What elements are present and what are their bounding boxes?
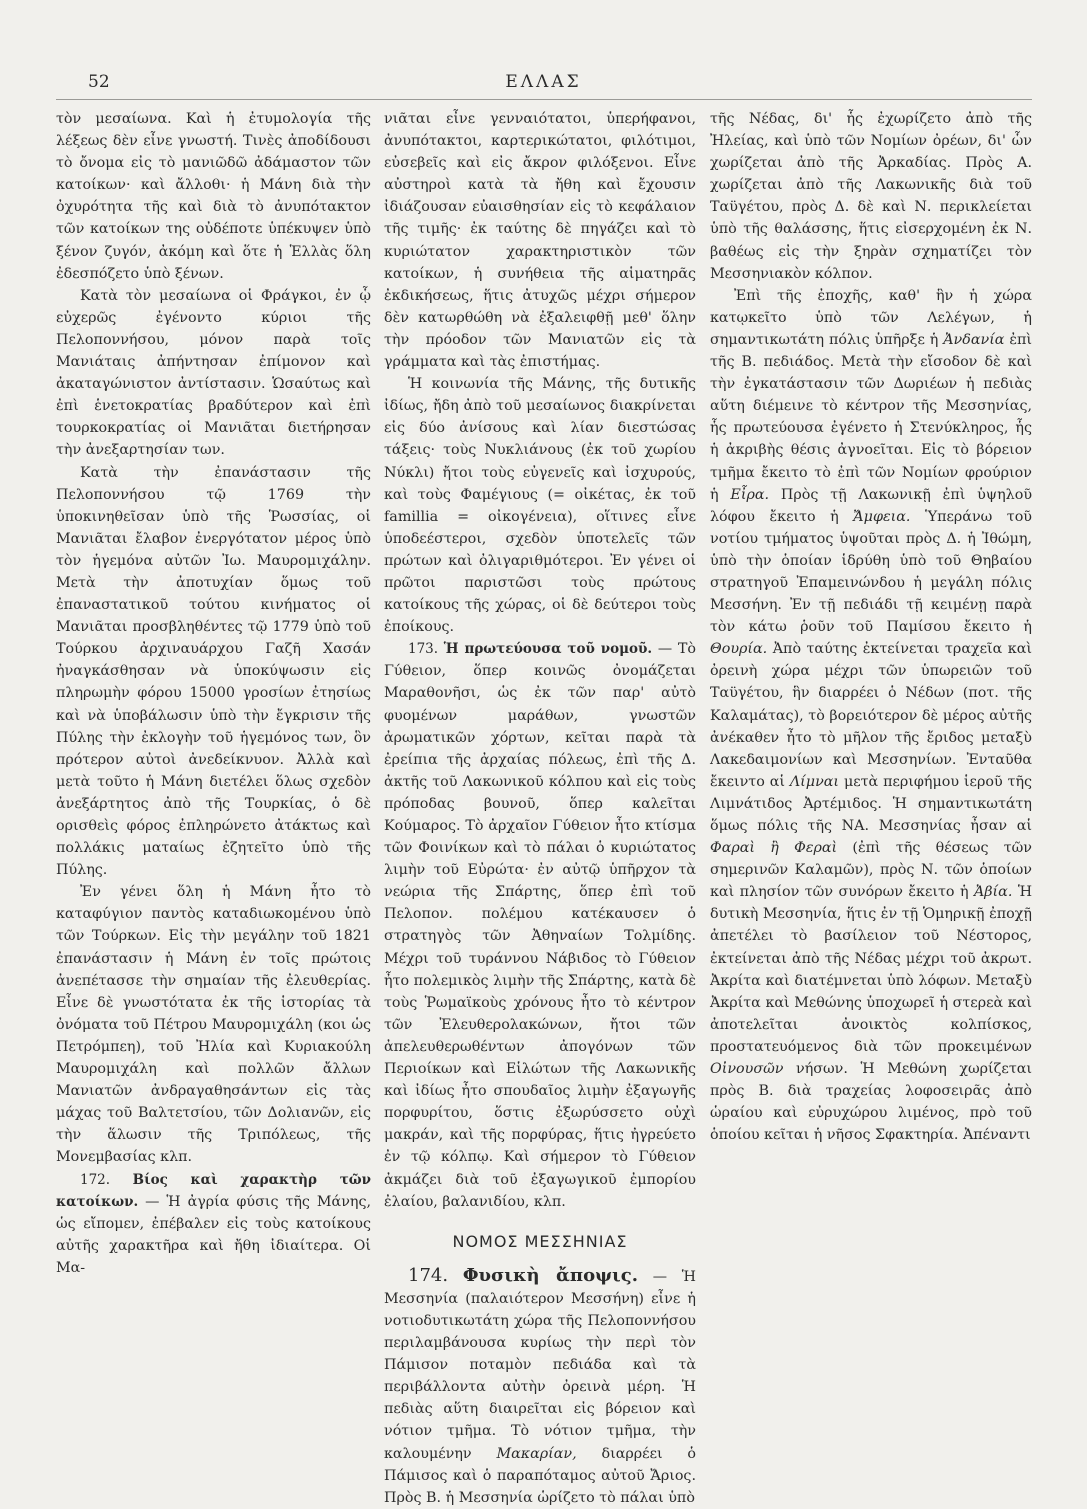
paragraph: νιᾶται εἶνε γενναιότατοι, ὑπερήφανοι, ἀνυπότακτοι, καρτερικώτατοι, φιλότιμοι, εὐσεβεῖς καὶ εἰς ἄκρον φιλόξενοι. Εἶνε αὐστηροὶ κατὰ τὰ ἤθη καὶ ἔχουσιν ἰδιάζουσαν εὐαισθησίαν εἰς τὸ κεφάλαιον τῆς τιμῆς· ἐκ ταύτης δὲ πηγάζει καὶ τὸ κυριώτατον χαρακτηριστικὸν τῶν κατοίκων, ἡ συνήθεια τῆς αἱματηρᾶς ἐκδικήσεως, ἥτις ἀτυχῶς μέχρι σήμερον δὲν κατωρθώθη νὰ ἐξαλειφθῇ μεθ' ὅλην τὴν πρόοδον τῶν Μανιατῶν εἰς τὰ γράμματα καὶ τὰς ἐπιστήμας. bbox=[384, 111, 696, 371]
section-number: 173. bbox=[408, 641, 439, 658]
column-right bbox=[710, 108, 1032, 1480]
place-name: Ἀβία. bbox=[973, 884, 1013, 901]
paragraph: τῆς Νέδας, δι' ἧς ἐχωρίζετο ἀπὸ τῆς Ἠλείας, καὶ ὑπὸ τῶν Νομίων ὀρέων, δι' ὧν χωρίζεται ἀπὸ τῆς Ἀρκαδίας. Πρὸς Α. χωρίζεται ἀπὸ τῆς Λακωνικῆς διὰ τοῦ Ταϋγέτου, πρὸς Δ. δὲ καὶ Ν. περικλείεται ὑπὸ τῆς θαλάσσης, ἥτις εἰσερχομένη ἐκ Ν. βαθέως εἰς τὴν ξηρὰν σχηματίζει τὸν Μεσσηνιακὸν κόλπον. bbox=[710, 111, 1032, 282]
section-174 bbox=[384, 1265, 696, 1509]
section-heading: Ἡ πρωτεύουσα τοῦ νομοῦ. bbox=[443, 641, 653, 658]
paragraph bbox=[710, 285, 1032, 1147]
text: Ἀπὸ ταύτης ἐκτείνεται τραχεῖα καὶ ὀρεινὴ χώρα μέχρι τῶν ὑπωρειῶν τοῦ Ταϋγέτου, ἣν διαρρέει ὁ Νέδων (ποτ. τῆς Καλαμάτας), τὸ βορειότερον δὲ μέρος αὐτῆς ἀνέκαθεν ἦτο τὸ μῆλον τῆς ἔριδος μεταξὺ Λακεδαιμονίων καὶ Μεσσηνίων. Ἐνταῦθα ἔκειντο αἱ bbox=[710, 641, 1032, 790]
column-left bbox=[56, 108, 371, 1480]
text: μετὰ περιφήμου ἱεροῦ τῆς Λιμνάτιδος Ἀρτέμιδος. Ἡ σημαντικωτάτη ὅμως πόλις τῆς ΝΑ. Μεσσηνίας ἦσαν αἱ bbox=[710, 773, 1033, 834]
section-172 bbox=[56, 1169, 371, 1279]
paragraph: Ἐν γένει ὅλη ἡ Μάνη ἦτο τὸ καταφύγιον παντὸς καταδιωκομένου ὑπὸ τῶν Τούρκων. Εἰς τὴν μεγάλην τοῦ 1821 ἐπανάστασιν ἡ Μάνη ἐν τοῖς πρώτοις ἀνεπέτασσε τὴν σημαίαν τῆς ἐλευθερίας. Εἶνε δὲ γνωστότατα ἐκ τῆς ἱστορίας τὰ ὀνόματα τοῦ Πέτρου Μαυρομιχάλη (κοι ὡς Πετρόμπεη), τοῦ Ἠλία καὶ Κυριακούλη Μαυρομιχάλη καὶ πολλῶν ἄλλων Μανιατῶν ἀνδραγαθησάντων εἰς τὰς μάχας τοῦ Βαλτετσίου, τῶν Δολιανῶν, εἰς τὴν ἅλωσιν τῆς Τριπόλεως, τῆς Μονεμβασίας κλπ. bbox=[56, 884, 371, 1166]
place-name: Ἄμφεια. bbox=[853, 508, 911, 525]
section-heading: Φυσικὴ ἄποψις. bbox=[462, 1264, 638, 1286]
place-name: Θουρία. bbox=[710, 641, 768, 658]
running-title: ΕΛΛΑΣ bbox=[505, 72, 582, 92]
text: ἐπὶ τῆς Β. πεδιάδος. Μετὰ τὴν εἴσοδον δὲ καὶ τὴν ἐγκατάστασιν τῶν Δωριέων ἡ πεδιὰς αὕτη διέμεινε τὸ κέντρον τῆς Μεσσηνίας, ἧς πρωτεύουσα ἐγένετο ἡ Στενύκληρος, ἧς ἡ ἀκριβὴς θέσις ἀγνοεῖται. Εἰς τὸ βόρειον τμῆμα ἔκειτο τὸ ἐπὶ τῶν Νομίων φρούριον ἡ bbox=[710, 331, 1033, 503]
text: Πρὸς τῇ Λακωνικῇ ἐπὶ ὑψηλοῦ λόφου ἔκειτο ἡ bbox=[710, 486, 1033, 525]
paragraph: τὸν μεσαίωνα. Καὶ ἡ ἐτυμολογία τῆς λέξεως δὲν εἶνε γνωστή. Τινὲς ἀποδίδουσι τὸ ὄνομα εἰς τὸ μανιῶδῶ ἀδάμαστον τῶν κατοίκων· καὶ ἄλλοθι· ἡ Μάνη διὰ τὴν ὀχυρότητα τῆς καὶ διὰ τὸ ἀνυπότακτον τῶν κατοίκων της οὐδέποτε ὑπέκυψεν ὑπὸ ξένον ζυγόν, ἀκόμη καὶ ὅτε ἡ Ἑλλὰς ὅλη ἐδεσπόζετο ὑπὸ ξένων. bbox=[56, 111, 371, 282]
section-text: — Τὸ Γύθειον, ὅπερ κοινῶς ὀνομάζεται Μαραθονῆσι, ὡς ἐκ τῶν παρ' αὐτὸ φυομένων μαράθων, γνωστῶν ἀρωματικῶν χόρτων, κεῖται παρὰ τὰ ἐρείπια τῆς ἀρχαίας πόλεως, ἐπὶ τῆς Δ. ἀκτῆς τοῦ Λακωνικοῦ κόλπου καὶ εἰς τοὺς πρόποδας βουνοῦ, ὅπερ καλεῖται Κούμαρος. Τὸ ἀρχαῖον Γύθειον ἦτο κτίσμα τῶν Φοινίκων καὶ τὸ πάλαι ὁ κυριώτατος λιμὴν τοῦ Εὐρώτα· ἐν αὐτῷ ὑπῆρχον τὰ νεώρια τῆς Σπάρτης, ὅπερ ἐπὶ τοῦ Πελοπον. πολέμου κατέκαυσεν ὁ στρατηγὸς τῶν Ἀθηναίων Τολμίδης. Μέχρι τοῦ τυράννου Νάβιδος τὸ Γύθειον ἦτο πολεμικὸς λιμὴν τῆς Σπάρτης, κατὰ δὲ τοὺς Ῥωμαϊκοὺς χρόνους ἦτο τὸ κέντρον τῶν Ἐλευθερολακώνων, ἤτοι τῶν ἀπελευθερωθέντων ἀπογόνων τῶν Περιοίκων καὶ Εἱλώτων τῆς Λακωνικῆς καὶ ἰδίως ἦτο σπουδαῖος λιμὴν ἐξαγωγῆς πορφυρίτου, ὅστις ἐξωρύσσετο οὐχὶ μακράν, καὶ τῆς πορφύρας, ἥτις ἠγρεύετο ἐν τῷ κόλπῳ. Καὶ σήμερον τὸ Γύθειον ἀκμάζει διὰ τοῦ ἐξαγωγικοῦ ἐμπορίου ἐλαίου, βαλανιδίου, κλπ. bbox=[384, 641, 696, 1210]
section-heading: Βίος καὶ χαρακτὴρ τῶν κατοίκων. bbox=[56, 1171, 372, 1210]
text: νήσων. Ἡ Μεθώνη χωρίζεται πρὸς Β. διὰ τραχείας λοφοσειρᾶς ἀπὸ ὡραίου καὶ εὐρυχώρου λιμένος, πρὸ τοῦ ὁποίου κεῖται ἡ νῆσος Σφακτηρία. Ἀπέναντι bbox=[710, 1061, 1032, 1144]
place-name: Ἀνδανία bbox=[943, 331, 1005, 348]
text: (ἐπὶ τῆς θέσεως τῶν σημερινῶν Καλαμῶν), πρὸς Ν. τῶν ὁποίων καὶ πλησίον τῶν συνόρων ἔκειτο ἡ bbox=[710, 840, 1032, 901]
header-rule bbox=[56, 99, 1032, 100]
place-name: Φαραὶ ἢ Φεραὶ bbox=[710, 840, 838, 857]
section-173 bbox=[384, 638, 696, 1212]
section-number: 174. bbox=[408, 1264, 449, 1286]
paragraph: Ἡ κοινωνία τῆς Μάνης, τῆς δυτικῆς ἰδίως, ἤδη ἀπὸ τοῦ μεσαίωνος διακρίνεται εἰς δύο ἀνίσους καὶ λίαν διεστώσας τάξεις· τοὺς Νυκλιάνους (ἐκ τοῦ χωρίου Νύκλι) ἤτοι τοὺς εὐγενεῖς καὶ ἰσχυρούς, καὶ τοὺς Φαμέγιους (= οἰκέτας, ἐκ τοῦ famillia = οἰκογένεια), οἵτινες εἶνε ὑποδεέστεροι, σχεδὸν ὑποτελεῖς τῶν πρώτων καὶ ὀλιγαριθμότεροι. Ἐν γένει οἱ πρῶτοι παριστῶσι τοὺς πρώτους κατοίκους τῆς χώρας, οἱ δὲ δεύτεροι τοὺς ἐποίκους. bbox=[384, 376, 696, 636]
place-name: Λίμναι bbox=[789, 773, 840, 790]
column-middle bbox=[384, 108, 697, 1506]
section-number: 172. bbox=[80, 1171, 111, 1188]
section-text: — Ἡ Μεσσηνία (παλαιότερον Μεσσήνη) εἶνε ἡ νοτιοδυτικωτάτη χώρα τῆς Πελοποννήσου περιλαμβάνουσα κυρίως τὴν περὶ τὸν Πάμισον ποταμὸν πεδιάδα καὶ τὰ περιβάλλοντα αὐτὴν ὀρεινὰ μέρη. Ἡ πεδιὰς αὕτη διαιρεῖται εἰς βόρειον καὶ νότιον τμῆμα. Τὸ νότιον τμῆμα, τὴν καλουμένην bbox=[384, 1268, 696, 1462]
place-name: Μακαρίαν, bbox=[496, 1445, 577, 1462]
text: Ἡ δυτικὴ Μεσσηνία, ἥτις ἐν τῇ Ὁμηρικῇ ἐποχῇ ἀπετέλει τὸ βασίλειον τοῦ Νέστορος, ἐκτείνεται ἀπὸ τῆς Νέδας μέχρι τοῦ ἀκρωτ. Ἀκρίτα καὶ διατέμνεται ὑπὸ λόφων. Μεταξὺ Ἀκρίτα καὶ Μεθώνης ὑποχωρεῖ ἡ στερεὰ καὶ ἀποτελεῖται ἀνοικτὸς κολπίσκος, προστατευόμενος διὰ τῶν προκειμένων bbox=[710, 884, 1032, 1055]
paragraph: Κατὰ τὴν ἐπανάστασιν τῆς Πελοποννήσου τῷ 1769 τὴν ὑποκινηθεῖσαν ὑπὸ τῆς Ῥωσσίας, οἱ Μανιᾶται ἔλαβον ἐνεργότατον μέρος ὑπὸ τὸν ἡγεμόνα αὐτῶν Ἰω. Μαυρομιχάλην. Μετὰ τὴν ἀποτυχίαν ὅμως τοῦ ἐπαναστατικοῦ τούτου κινήματος οἱ Μανιᾶται προσβληθέντες τῷ 1779 ὑπὸ τοῦ Τούρκου ἀρχιναυάρχου Γαζῆ Χασάν ἠναγκάσθησαν νὰ ὑποκύψωσιν εἰς πληρωμὴν φόρου 15000 γροσίων ἐτησίως καὶ νὰ ὑποβάλωσιν ὑπὸ τὴν ἔγκρισιν τῆς Πύλης τὴν ἐκλογὴν τοῦ ἡγεμόνος των, ὃν πρότερον αὐτοὶ ἀνεδείκνυον. Ἀλλὰ καὶ μετὰ τοῦτο ἡ Μάνη διετέλει ὅλως σχεδὸν ἀνεξάρτητος ἀπὸ τῆς Τουρκίας, ὁ δὲ ορισθεὶς φόρος ἐπληρώνετο ἀτάκτως καὶ πολλάκις ματαίως ἐζητεῖτο ὑπὸ τῆς Πύλης. bbox=[56, 464, 371, 879]
section-text: διαρρέει ὁ Πάμισος καὶ ὁ παραπόταμος αὐτοῦ Ἄριος. Πρὸς Β. ἡ Μεσσηνία ὡρίζετο τὸ πάλαι ὑπὸ bbox=[384, 1445, 697, 1506]
paragraph: Κατὰ τὸν μεσαίωνα οἱ Φράγκοι, ἐν ᾧ εὐχερῶς ἐγένοντο κύριοι τῆς Πελοποννήσου, μόνον παρὰ τοῖς Μανιάταις ἀπήντησαν ἐπίμονον καὶ ἀκαταγώνιστον ἀντίστασιν. Ὡσαύτως καὶ ἐπὶ ἑνετοκρατίας βραδύτερον καὶ ἐπὶ τουρκοκρατίας οἱ Μανιᾶται διετήρησαν τὴν ἀνεξαρτησίαν των. bbox=[56, 287, 371, 459]
place-name: Εἶρα. bbox=[730, 486, 770, 503]
section-text: — Ἡ ἀγρία φύσις τῆς Μάνης, ὡς εἴπομεν, ἐπέβαλεν εἰς τοὺς κατοίκους αὐτῆς χαρακτῆρα καὶ ἤθη ἰδιαίτερα. Οἱ Μα- bbox=[56, 1193, 372, 1276]
place-name: Οἰνουσῶν bbox=[710, 1061, 784, 1078]
text: Ὑπεράνω τοῦ νοτίου τμήματος ὑψοῦται πρὸς Δ. ἡ Ἰθώμη, ὑπὸ τὴν ὁποίαν ἱδρύθη ὑπὸ τοῦ Θηβαίου στρατηγοῦ Ἐπαμεινώνδου ἡ μεγάλη πόλις Μεσσήνη. Ἐν τῇ πεδιάδι τῇ κειμένῃ παρὰ τὸν κάτω ῥοῦν τοῦ Παμίσου ἔκειτο ἡ bbox=[710, 508, 1033, 636]
page-number: 52 bbox=[88, 72, 110, 92]
nomos-heading: ΝΟΜΟΣ ΜΕΣΣΗΝΙΑΣ bbox=[452, 1231, 628, 1251]
text: Ἐπὶ τῆς ἐποχῆς, καθ' ἣν ἡ χώρα κατῳκεῖτο ὑπὸ τῶν Λελέγων, ἡ σημαντικωτάτη πόλις ὑπῆρξε ἡ bbox=[710, 287, 1032, 348]
